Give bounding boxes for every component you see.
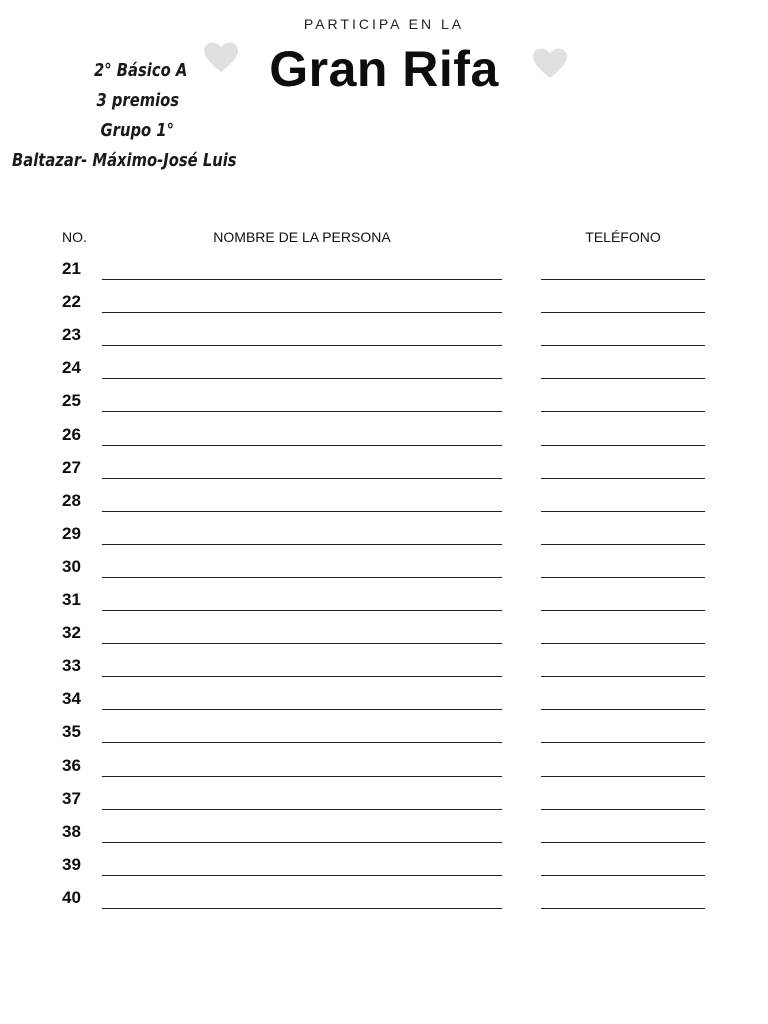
name-field-line[interactable]	[102, 345, 502, 346]
phone-field-line[interactable]	[541, 809, 705, 810]
phone-field-line[interactable]	[541, 908, 705, 909]
phone-field-line[interactable]	[541, 445, 705, 446]
ticket-number: 27	[62, 457, 81, 477]
table-row	[0, 656, 768, 689]
table-row	[0, 524, 768, 557]
ticket-number: 35	[62, 722, 81, 742]
ticket-number: 38	[62, 821, 81, 841]
phone-field-line[interactable]	[541, 577, 705, 578]
table-row	[0, 325, 768, 358]
grade-label: 2° Básico A	[94, 60, 188, 81]
heart-icon	[532, 48, 568, 80]
ticket-number: 24	[62, 358, 81, 378]
ticket-number: 40	[62, 887, 81, 907]
phone-field-line[interactable]	[541, 478, 705, 479]
name-field-line[interactable]	[102, 676, 502, 677]
phone-field-line[interactable]	[541, 544, 705, 545]
table-row	[0, 888, 768, 921]
column-header-phone: TELÉFONO	[585, 229, 661, 245]
phone-field-line[interactable]	[541, 676, 705, 677]
column-header-no: NO.	[62, 229, 87, 245]
ticket-number: 33	[62, 656, 81, 676]
members-label: Baltazar- Máximo-José Luis	[12, 150, 237, 171]
name-field-line[interactable]	[102, 809, 502, 810]
table-row	[0, 292, 768, 325]
phone-field-line[interactable]	[541, 842, 705, 843]
table-row	[0, 822, 768, 855]
ticket-number: 37	[62, 788, 81, 808]
name-field-line[interactable]	[102, 411, 502, 412]
subtitle: PARTICIPA EN LA	[303, 16, 465, 32]
ticket-number: 22	[62, 292, 81, 312]
table-row	[0, 358, 768, 391]
phone-field-line[interactable]	[541, 345, 705, 346]
name-field-line[interactable]	[102, 445, 502, 446]
ticket-number: 34	[62, 689, 81, 709]
phone-field-line[interactable]	[541, 411, 705, 412]
name-field-line[interactable]	[102, 742, 502, 743]
phone-field-line[interactable]	[541, 610, 705, 611]
ticket-number: 23	[62, 325, 81, 345]
phone-field-line[interactable]	[541, 511, 705, 512]
phone-field-line[interactable]	[541, 742, 705, 743]
table-row	[0, 756, 768, 789]
page-title: Gran Rifa	[269, 41, 499, 97]
column-header-name: NOMBRE DE LA PERSONA	[213, 229, 391, 245]
table-row	[0, 259, 768, 292]
name-field-line[interactable]	[102, 875, 502, 876]
name-field-line[interactable]	[102, 478, 502, 479]
phone-field-line[interactable]	[541, 709, 705, 710]
name-field-line[interactable]	[102, 577, 502, 578]
name-field-line[interactable]	[102, 709, 502, 710]
ticket-number: 28	[62, 490, 81, 510]
phone-field-line[interactable]	[541, 378, 705, 379]
ticket-number: 36	[62, 755, 81, 775]
group-info	[12, 56, 237, 176]
table-row	[0, 722, 768, 755]
name-field-line[interactable]	[102, 312, 502, 313]
table-row	[0, 689, 768, 722]
phone-field-line[interactable]	[541, 312, 705, 313]
ticket-number: 25	[62, 391, 81, 411]
phone-field-line[interactable]	[541, 776, 705, 777]
ticket-number: 26	[62, 424, 81, 444]
phone-field-line[interactable]	[541, 279, 705, 280]
table-row	[0, 789, 768, 822]
ticket-number: 30	[62, 556, 81, 576]
name-field-line[interactable]	[102, 378, 502, 379]
table-row	[0, 590, 768, 623]
ticket-number: 31	[62, 590, 81, 609]
name-field-line[interactable]	[102, 544, 502, 545]
table-row	[0, 855, 768, 888]
name-field-line[interactable]	[102, 511, 502, 512]
prizes-label: 3 premios	[96, 90, 180, 111]
table-row	[0, 491, 768, 524]
table-row	[0, 623, 768, 656]
group-label: Grupo 1°	[100, 120, 174, 141]
name-field-line[interactable]	[102, 842, 502, 843]
table-row	[0, 458, 768, 491]
name-field-line[interactable]	[102, 610, 502, 611]
name-field-line[interactable]	[102, 643, 502, 644]
phone-field-line[interactable]	[541, 875, 705, 876]
phone-field-line[interactable]	[541, 643, 705, 644]
ticket-number: 29	[62, 523, 81, 543]
table-row	[0, 425, 768, 458]
ticket-number: 32	[62, 623, 81, 643]
name-field-line[interactable]	[102, 908, 502, 909]
name-field-line[interactable]	[102, 279, 502, 280]
name-field-line[interactable]	[102, 776, 502, 777]
ticket-number: 39	[62, 854, 81, 874]
table-row	[0, 557, 768, 590]
ticket-number: 21	[62, 259, 81, 278]
table-row	[0, 391, 768, 424]
